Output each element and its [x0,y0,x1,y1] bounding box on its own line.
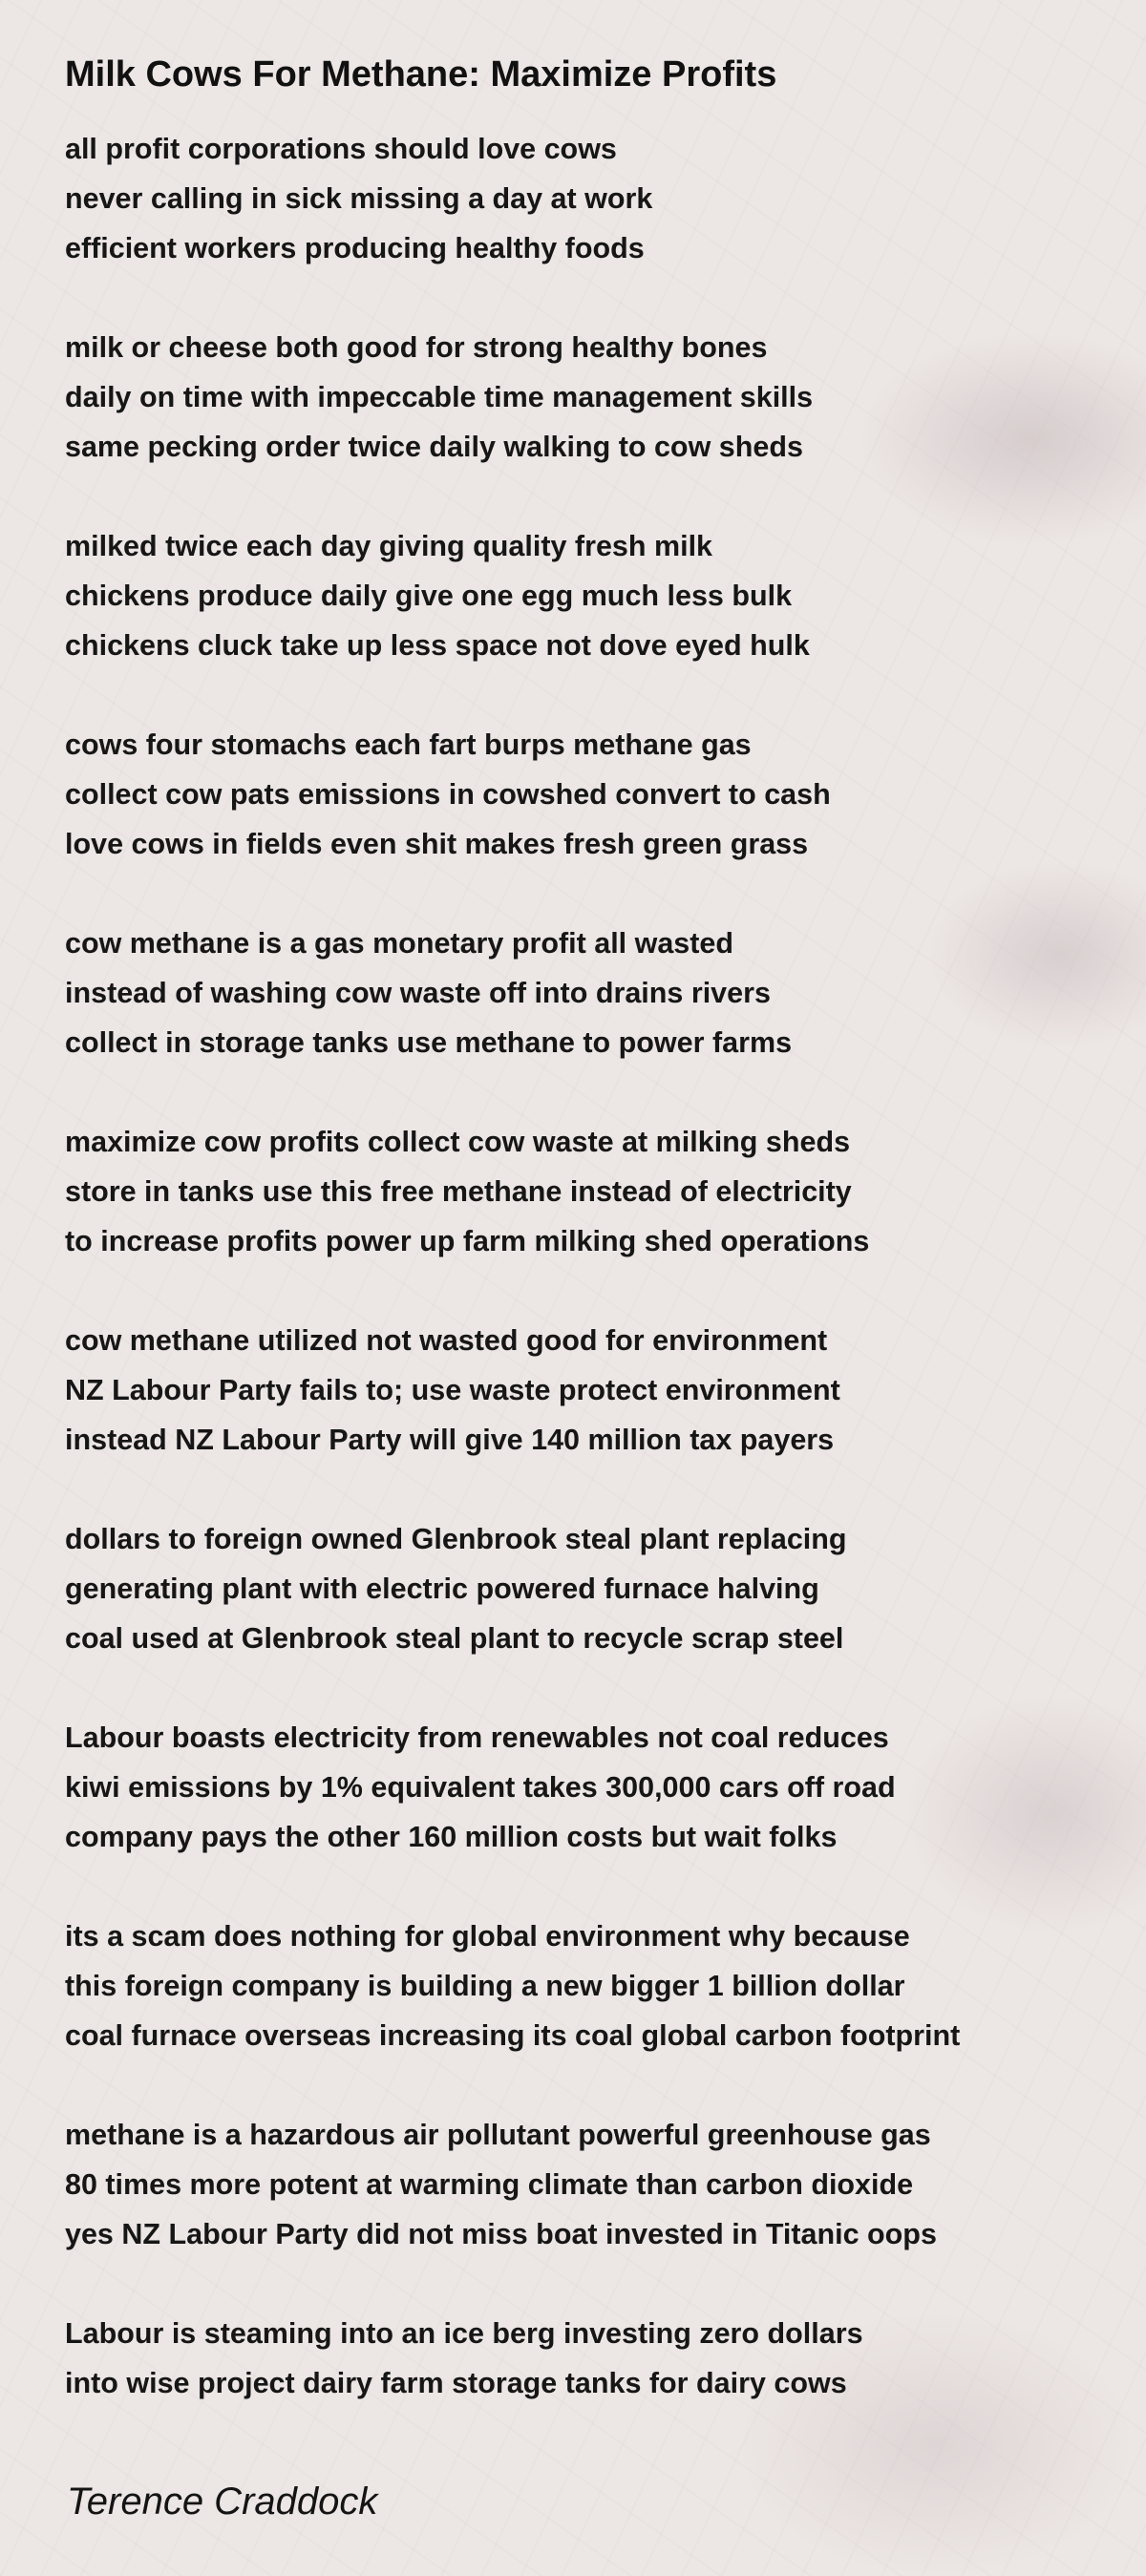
poem-line: daily on time with impeccable time management skills [65,381,814,413]
poem-line: instead of washing cow waste off into drains rivers [65,977,771,1009]
poem-line: never calling in sick missing a day at work [65,182,653,215]
poem-line: company pays the other 160 million costs but wait folks [65,1821,838,1853]
stanza [65,521,1096,670]
poem-line: efficient workers producing healthy foods [65,232,645,264]
poem-line: methane is a hazardous air pollutant powerful greenhouse gas [65,2119,931,2151]
poem-line: into wise project dairy farm storage tanks for dairy cows [65,2367,847,2399]
poem-line: coal used at Glenbrook steal plant to recycle scrap steel [65,1622,844,1655]
poem-line: yes NZ Labour Party did not miss boat invested in Titanic oops [65,2218,937,2250]
poem-author: Terence Craddock [67,2481,378,2523]
poem-line: maximize cow profits collect cow waste at milking sheds [65,1126,851,1158]
poem-line: milked twice each day giving quality fresh milk [65,530,712,562]
poem-line: its a scam does nothing for global environment why because [65,1920,910,1953]
poem-line: coal furnace overseas increasing its coal global carbon footprint [65,2019,961,2052]
poem-line: cows four stomachs each fart burps methane gas [65,728,752,761]
stanza [65,1911,1096,2060]
poem-line: this foreign company is building a new bigger 1 billion dollar [65,1970,905,2002]
poem-line: Labour is steaming into an ice berg investing zero dollars [65,2317,863,2350]
poem-line: Labour boasts electricity from renewables not coal reduces [65,1721,889,1754]
poem-line: milk or cheese both good for strong healthy bones [65,331,768,364]
poem-line: store in tanks use this free methane instead of electricity [65,1175,852,1208]
poem-line: cow methane is a gas monetary profit all wasted [65,927,734,960]
poem-line: dollars to foreign owned Glenbrook steal plant replacing [65,1523,847,1555]
poem-line: same pecking order twice daily walking to cow sheds [65,431,803,463]
poem-line: love cows in fields even shit makes fresh green grass [65,828,809,860]
stanza [65,918,1096,1067]
stanza [65,1316,1096,1465]
poem-line: collect in storage tanks use methane to power farms [65,1026,793,1059]
poem-line: cow methane utilized not wasted good for environment [65,1324,828,1357]
stanza [65,323,1096,472]
poem-title: Milk Cows For Methane: Maximize Profits [65,54,777,95]
poem-line: instead NZ Labour Party will give 140 million tax payers [65,1424,835,1456]
poem-page [65,48,1096,2408]
poem-line: collect cow pats emissions in cowshed convert to cash [65,778,831,811]
stanza [65,1514,1096,1663]
poem-body [65,124,1096,2408]
stanza [65,2110,1096,2259]
stanza [65,720,1096,869]
stanza [65,1713,1096,1862]
poem-line: to increase profits power up farm milking shed operations [65,1225,870,1257]
poem-line: chickens produce daily give one egg much less bulk [65,580,793,612]
stanza [65,1117,1096,1266]
poem-line: 80 times more potent at warming climate than carbon dioxide [65,2168,914,2201]
stanza [65,2309,1096,2408]
poem-line: chickens cluck take up less space not dove eyed hulk [65,629,810,662]
poem-line: all profit corporations should love cows [65,133,617,165]
poem-line: kiwi emissions by 1% equivalent takes 300,000 cars off road [65,1771,896,1804]
stanza [65,124,1096,273]
poem-line: generating plant with electric powered furnace halving [65,1573,819,1605]
poem-line: NZ Labour Party fails to; use waste protect environment [65,1374,840,1406]
